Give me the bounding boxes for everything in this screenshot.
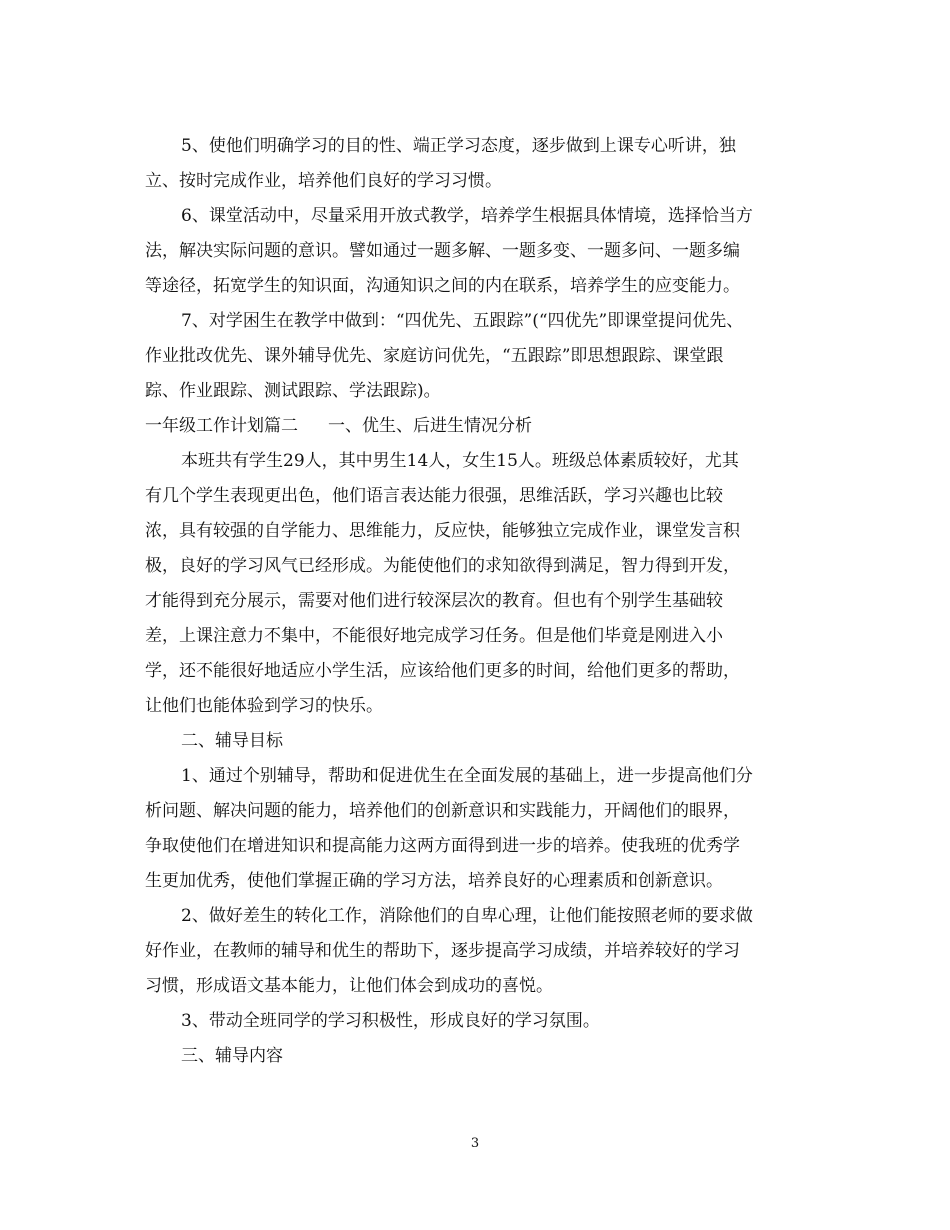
section-title: 一年级工作计划篇二 xyxy=(145,416,298,436)
text-line: 踪、作业跟踪、测试跟踪、学法跟踪)。 xyxy=(145,381,441,401)
text-line: 才能得到充分展示，需要对他们进行较深层次的教育。但也有个别学生基础较 xyxy=(145,591,723,611)
text-line: 习惯，形成语文基本能力，让他们体会到成功的喜悦。 xyxy=(145,976,553,996)
text-line: 7、对学困生在教学中做到：“四优先、五跟踪”(“四优先”即课堂提问优先、 xyxy=(181,311,744,331)
text-line: 立、按时完成作业，培养他们良好的学习习惯。 xyxy=(145,171,502,191)
text-line: 作业批改优先、课外辅导优先、家庭访问优先，“五跟踪”即思想跟踪、课堂跟 xyxy=(145,346,724,366)
text-line: 有几个学生表现更出色，他们语言表达能力很强，思维活跃，学习兴趣也比较 xyxy=(145,486,723,506)
text-line: 2、做好差生的转化工作，消除他们的自卑心理，让他们能按照老师的要求做 xyxy=(181,906,753,926)
text-line: 极，良好的学习风气已经形成。为能使他们的求知欲得到满足，智力得到开发， xyxy=(145,556,740,576)
text-line: 好作业，在教师的辅导和优生的帮助下，逐步提高学习成绩，并培养较好的学习 xyxy=(145,941,740,961)
text-line: 1、通过个别辅导，帮助和促进优生在全面发展的基础上，进一步提高他们分 xyxy=(181,766,753,786)
text-line: 差，上课注意力不集中，不能很好地完成学习任务。但是他们毕竟是刚进入小 xyxy=(145,626,723,646)
text-line: 生更加优秀，使他们掌握正确的学习方法，培养良好的心理素质和创新意识。 xyxy=(145,871,723,891)
subheading-line: 三、辅导内容 xyxy=(181,1046,283,1066)
text-line: 争取使他们在增进知识和提高能力这两方面得到进一步的培养。使我班的优秀学 xyxy=(145,836,740,856)
text-line: 浓，具有较强的自学能力、思维能力，反应快，能够独立完成作业，课堂发言积 xyxy=(145,521,740,541)
text-line: 法，解决实际问题的意识。譬如通过一题多解、一题多变、一题多问、一题多编 xyxy=(145,241,740,261)
text-line: 3、带动全班同学的学习积极性，形成良好的学习氛围。 xyxy=(181,1011,600,1031)
section-heading-line xyxy=(145,409,805,444)
text-line: 5、使他们明确学习的目的性、端正学习态度，逐步做到上课专心听讲，独 xyxy=(181,136,736,156)
text-line: 等途径，拓宽学生的知识面，沟通知识之间的内在联系，培养学生的应变能力。 xyxy=(145,276,740,296)
text-line: 析问题、解决问题的能力，培养他们的创新意识和实践能力，开阔他们的眼界， xyxy=(145,801,740,821)
text-line: 6、课堂活动中，尽量采用开放式教学，培养学生根据具体情境，选择恰当方 xyxy=(181,206,753,226)
subsection-title: 一、优生、后进生情况分析 xyxy=(328,416,532,436)
text-line: 让他们也能体验到学习的快乐。 xyxy=(145,696,383,716)
text-line: 本班共有学生29人，其中男生14人，女生15人。班级总体素质较好，尤其 xyxy=(181,451,739,471)
page-number: 3 xyxy=(470,1136,480,1151)
document-body xyxy=(145,129,805,1074)
subheading-line: 二、辅导目标 xyxy=(181,731,283,751)
text-line: 学，还不能很好地适应小学生活，应该给他们更多的时间，给他们更多的帮助， xyxy=(145,661,740,681)
